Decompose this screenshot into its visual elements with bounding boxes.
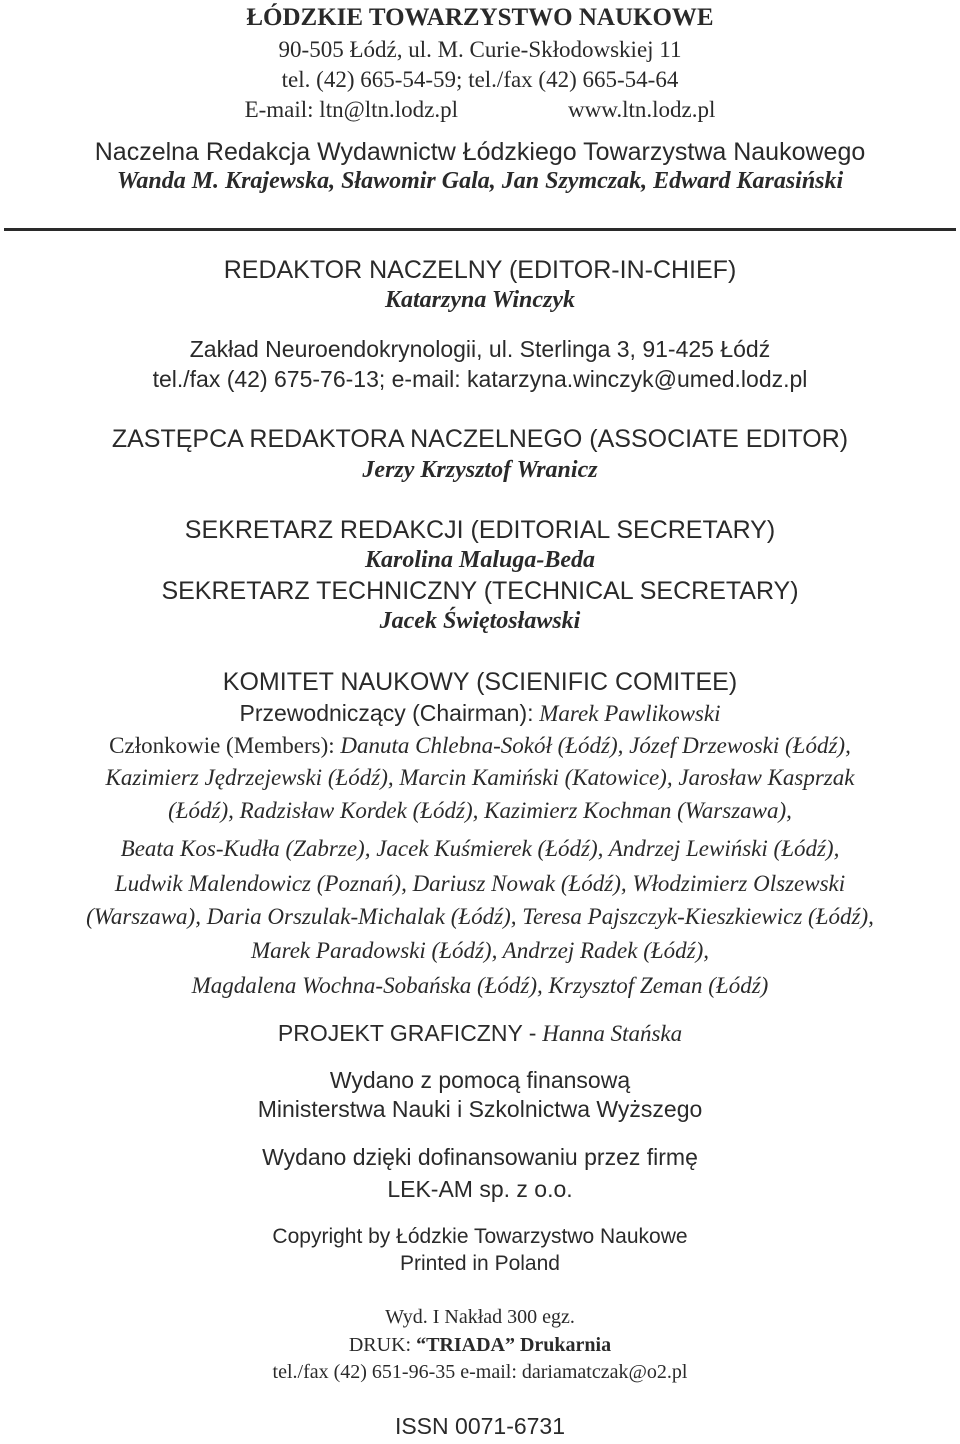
- associate-editor-name: Jerzy Krzysztof Wranicz: [362, 457, 598, 483]
- editor-in-chief-contact: tel./fax (42) 675-76-13; e-mail: katarzyna.winczyk@umed.lodz.pl: [152, 366, 808, 392]
- chairman-label: Przewodniczący (Chairman):: [239, 700, 534, 726]
- member-line: Danuta Chlebna-Sokół (Łódź), Józef Drzewoski (Łódź),: [340, 733, 851, 758]
- funding-line: Wydano dzięki dofinansowaniu przez firmę: [262, 1144, 698, 1170]
- members-row-1: [0, 733, 960, 759]
- editor-in-chief-name: Katarzyna Winczyk: [384, 287, 576, 313]
- graphic-design-row: [0, 1020, 960, 1047]
- editorial-secretary-name: Karolina Maluga-Beda: [364, 547, 596, 573]
- chairman-row: [0, 700, 960, 727]
- publisher-name: ŁÓDZKIE TOWARZYSTWO NAUKOWE: [246, 4, 714, 31]
- member-line: (Łódź), Radzisław Kordek (Łódź), Kazimierz Kochman (Warszawa),: [168, 798, 792, 823]
- issn: ISSN 0071-6731: [394, 1413, 566, 1439]
- editor-in-chief-address: Zakład Neuroendokrynologii, ul. Sterlinga 3, 91-425 Łódź: [189, 336, 771, 362]
- associate-editor-heading: ZASTĘPCA REDAKTORA NACZELNEGO (ASSOCIATE EDITOR): [111, 425, 849, 453]
- editor-in-chief-heading: REDAKTOR NACZELNY (EDITOR-IN-CHIEF): [223, 256, 737, 284]
- funding-line: Ministerstwa Nauki i Szkolnictwa Wyższego: [257, 1096, 703, 1122]
- editorial-board-heading: Naczelna Redakcja Wydawnictw Łódzkiego Towarzystwa Naukowego: [94, 138, 866, 166]
- druk-label: DRUK:: [348, 1334, 412, 1356]
- publisher-phones: tel. (42) 665-54-59; tel./fax (42) 665-54-64: [281, 67, 679, 92]
- printer-contact: tel./fax (42) 651-96-35 e-mail: dariamatczak@o2.pl: [272, 1361, 688, 1383]
- funding-line: LEK-AM sp. z o.o.: [387, 1176, 573, 1202]
- technical-secretary-heading: SEKRETARZ TECHNICZNY (TECHNICAL SECRETARY): [161, 577, 799, 605]
- members-label: Członkowie (Members):: [109, 733, 335, 758]
- member-line: Magdalena Wochna-Sobańska (Łódź), Krzysztof Zeman (Łódź): [191, 973, 769, 998]
- edition-line: Wyd. I Nakład 300 egz.: [385, 1306, 575, 1328]
- editorial-secretary-heading: SEKRETARZ REDAKCJI (EDITORIAL SECRETARY): [184, 516, 776, 544]
- printed-in-line: Printed in Poland: [400, 1252, 560, 1275]
- publisher-email: E-mail: ltn@ltn.lodz.pl: [244, 97, 459, 122]
- member-line: Kazimierz Jędrzejewski (Łódź), Marcin Kamiński (Katowice), Jarosław Kasprzak: [105, 765, 855, 790]
- publisher-contact-row: [0, 97, 960, 123]
- member-line: Beata Kos-Kudła (Zabrze), Jacek Kuśmierek (Łódź), Andrzej Lewiński (Łódź),: [120, 836, 840, 861]
- publisher-address: 90-505 Łódź, ul. M. Curie-Skłodowskiej 11: [278, 37, 682, 62]
- graphic-design-label: PROJEKT GRAFICZNY -: [277, 1020, 537, 1046]
- member-line: (Warszawa), Daria Orszulak-Michalak (Łódź), Teresa Pajszczyk-Kieszkiewicz (Łódź),: [86, 904, 874, 929]
- member-line: Ludwik Malendowicz (Poznań), Dariusz Nowak (Łódź), Włodzimierz Olszewski: [114, 871, 846, 896]
- editorial-board-members: Wanda M. Krajewska, Sławomir Gala, Jan Szymczak, Edward Karasiński: [116, 168, 844, 194]
- printer-row: [0, 1334, 960, 1357]
- scientific-committee-heading: KOMITET NAUKOWY (SCIENIFIC COMITEE): [222, 668, 738, 696]
- member-line: Marek Paradowski (Łódź), Andrzej Radek (Łódź),: [250, 938, 710, 963]
- funding-line: Wydano z pomocą finansową: [329, 1067, 631, 1093]
- technical-secretary-name: Jacek Świętosławski: [379, 608, 581, 634]
- chairman-name: Marek Pawlikowski: [539, 701, 721, 726]
- graphic-designer-name: Hanna Stańska: [542, 1021, 683, 1046]
- publisher-website[interactable]: www.ltn.lodz.pl: [568, 97, 716, 122]
- copyright-line: Copyright by Łódzkie Towarzystwo Naukowe: [272, 1225, 688, 1248]
- printer-name: “TRIADA” Drukarnia: [416, 1334, 612, 1356]
- section-divider: [4, 228, 956, 231]
